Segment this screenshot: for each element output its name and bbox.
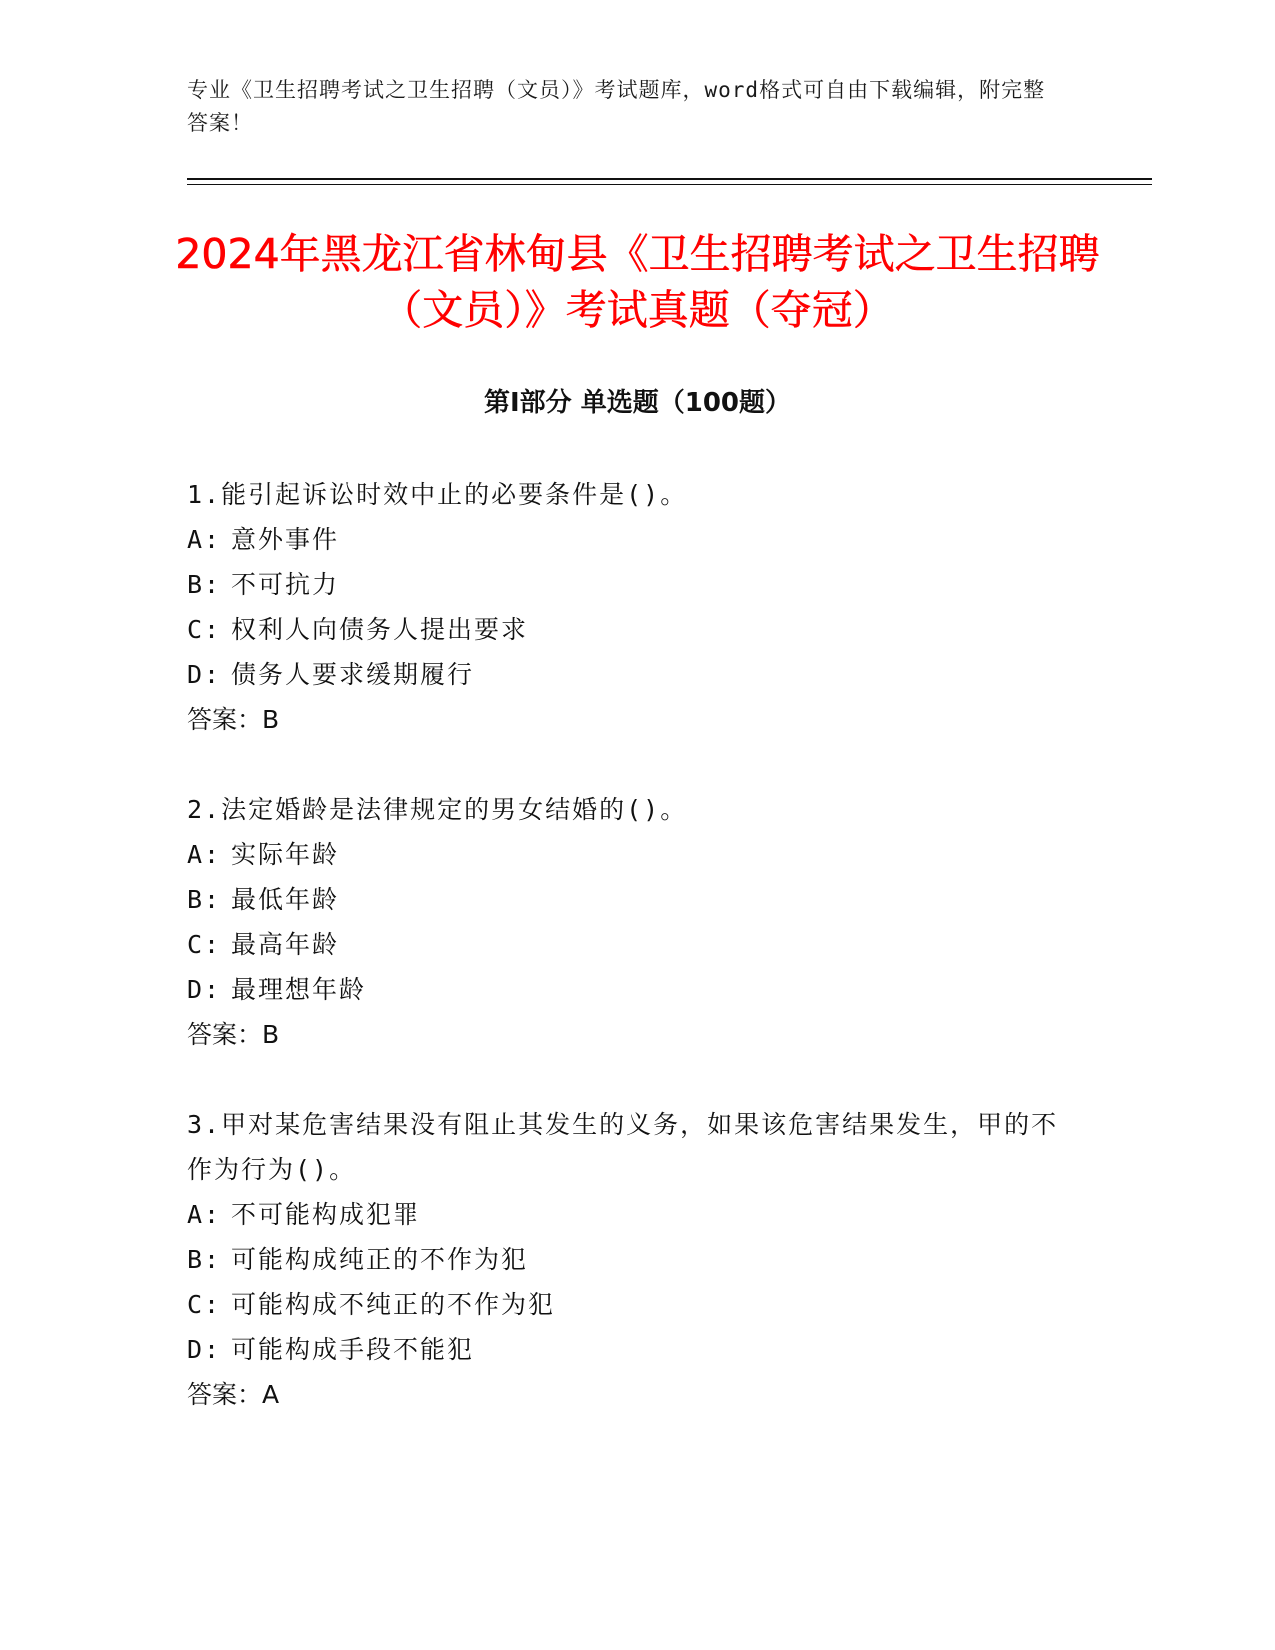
header-note: 专业《卫生招聘考试之卫生招聘（文员）》考试题库，word格式可自由下载编辑，附完整答案！ [187, 78, 1046, 135]
option-a [187, 517, 1067, 562]
option-letter: C: [187, 1290, 222, 1319]
option-letter: D: [187, 975, 222, 1004]
header-rule-thin [187, 184, 1152, 185]
option-c [187, 922, 1067, 967]
option-letter: D: [187, 1335, 222, 1364]
option-text: 最低年龄 [231, 885, 340, 914]
option-letter: A: [187, 1200, 222, 1229]
option-b [187, 1237, 1067, 1282]
answer-line: 答案：A [187, 1380, 280, 1409]
option-text: 最理想年龄 [231, 975, 367, 1004]
option-letter: B: [187, 570, 222, 599]
option-text: 可能构成纯正的不作为犯 [231, 1245, 529, 1274]
option-b [187, 562, 1067, 607]
question-stem: 2.法定婚龄是法律规定的男女结婚的()。 [187, 795, 688, 824]
document-title: 2024年黑龙江省林甸县《卫生招聘考试之卫生招聘（文员）》考试真题（夺冠） [175, 230, 1100, 334]
option-a [187, 832, 1067, 877]
answer-line: 答案：B [187, 705, 280, 734]
option-letter: D: [187, 660, 222, 689]
option-d [187, 967, 1067, 1012]
section-title: 第I部分 单选题（100题） [484, 388, 791, 418]
question-list [187, 472, 1067, 1462]
option-a [187, 1192, 1067, 1237]
option-text: 意外事件 [231, 525, 340, 554]
option-letter: A: [187, 525, 222, 554]
option-text: 不可抗力 [231, 570, 340, 599]
option-text: 实际年龄 [231, 840, 340, 869]
option-c [187, 607, 1067, 652]
question-1 [187, 472, 1067, 742]
question-2 [187, 787, 1067, 1057]
option-text: 最高年龄 [231, 930, 340, 959]
option-letter: B: [187, 885, 222, 914]
option-text: 可能构成不纯正的不作为犯 [231, 1290, 556, 1319]
option-text: 不可能构成犯罪 [231, 1200, 421, 1229]
option-d [187, 1327, 1067, 1372]
option-d [187, 652, 1067, 697]
option-b [187, 877, 1067, 922]
option-letter: A: [187, 840, 222, 869]
option-c [187, 1282, 1067, 1327]
option-letter: C: [187, 930, 222, 959]
header-rule-thick [187, 178, 1152, 180]
question-3 [187, 1102, 1067, 1417]
option-text: 可能构成手段不能犯 [231, 1335, 475, 1364]
answer-line: 答案：B [187, 1020, 280, 1049]
question-stem: 3.甲对某危害结果没有阻止其发生的义务，如果该危害结果发生，甲的不作为行为()。 [187, 1110, 1059, 1184]
option-text: 债务人要求缓期履行 [231, 660, 475, 689]
option-letter: B: [187, 1245, 222, 1274]
question-stem: 1.能引起诉讼时效中止的必要条件是()。 [187, 480, 688, 509]
option-text: 权利人向债务人提出要求 [231, 615, 529, 644]
option-letter: C: [187, 615, 222, 644]
